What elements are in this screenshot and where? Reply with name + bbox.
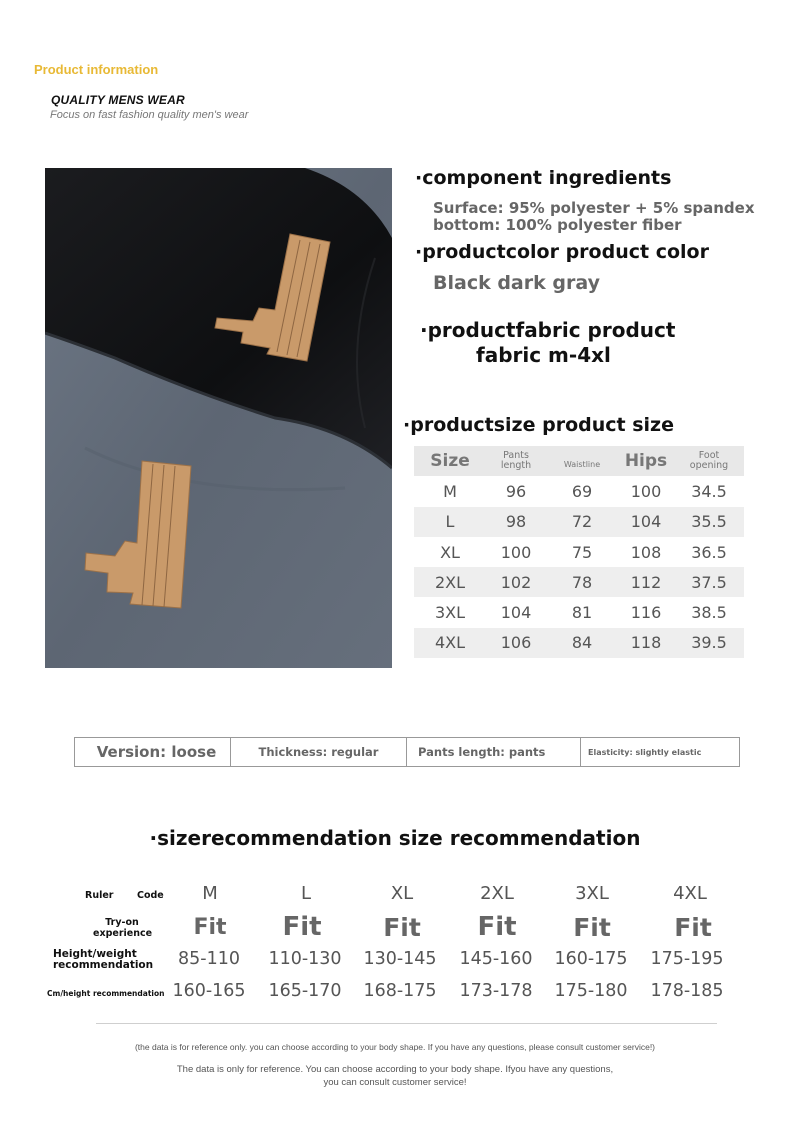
tryon-label: Try-on experience <box>93 917 153 939</box>
rec-weight: 160-175 <box>554 949 628 969</box>
fabric-line-1: ·productfabric product <box>420 318 676 342</box>
table-cell: 39.5 <box>674 628 744 658</box>
attr-thickness: Thickness: regular <box>231 738 407 766</box>
table-cell: 3XL <box>434 603 466 623</box>
note-main <box>0 1063 790 1089</box>
rec-weight: 130-145 <box>363 949 437 969</box>
rec-size: 2XL <box>480 883 514 904</box>
attr-elasticity: Elasticity: slightly elastic <box>588 747 702 757</box>
col-size-label: Size <box>430 451 470 472</box>
table-cell: 37.5 <box>674 567 744 597</box>
note-line-1: The data is only for reference. You can choose according to your body shape. Ifyou have any questions, <box>176 1064 614 1075</box>
rec-size: L <box>300 883 312 904</box>
rec-height: 173-178 <box>459 981 533 1001</box>
rec-height: 160-165 <box>172 981 246 1001</box>
table-cell: L <box>414 507 486 537</box>
table-cell: 69 <box>571 481 593 501</box>
table-cell: 36.5 <box>691 542 727 562</box>
note-line-2: you can consult customer service! <box>323 1077 467 1088</box>
table-cell: 118 <box>618 628 674 658</box>
table-cell: 116 <box>630 603 662 623</box>
components-heading: ·component ingredients <box>415 167 672 189</box>
rec-height: 168-175 <box>363 981 437 1001</box>
components-bottom: bottom: 100% polyester fiber <box>433 216 682 234</box>
table-row <box>414 507 744 537</box>
rec-weight: 175-195 <box>650 949 724 969</box>
table-cell: XL <box>440 542 460 562</box>
rec-weight: 85-110 <box>178 949 240 969</box>
rec-height: 175-180 <box>554 981 628 1001</box>
table-cell: 75 <box>571 542 593 562</box>
color-heading: ·productcolor product color <box>415 241 709 263</box>
color-value: Black dark gray <box>433 272 600 294</box>
rec-size: 3XL <box>575 883 609 904</box>
rec-height: 178-185 <box>650 981 724 1001</box>
recommendation-heading: ·sizerecommendation size recommendation <box>149 826 641 850</box>
table-cell: 112 <box>618 567 674 597</box>
divider <box>96 1023 717 1024</box>
size-table-header <box>414 446 744 476</box>
table-cell: 106 <box>486 628 546 658</box>
size-table <box>414 446 744 658</box>
note-small: (the data is for reference only. you can choose according to your body shape. If you have any questions, please consult customer service!) <box>134 1042 656 1052</box>
section-title: Product information <box>34 62 159 77</box>
col-hips <box>618 446 674 476</box>
table-cell: 4XL <box>414 628 486 658</box>
table-cell: 34.5 <box>691 481 727 501</box>
rec-weight: 110-130 <box>268 949 342 969</box>
cm-label: Cm/height recommendation <box>47 989 165 998</box>
table-cell: 72 <box>546 507 618 537</box>
table-row <box>414 567 744 597</box>
table-cell: 96 <box>505 481 527 501</box>
table-cell: 84 <box>546 628 618 658</box>
fabric-line-2: fabric m-4xl <box>476 343 611 367</box>
table-cell: 108 <box>630 542 662 562</box>
attr-version: Version: loose <box>75 738 231 766</box>
table-cell: M <box>443 481 457 501</box>
rec-fit: Fit <box>282 912 322 942</box>
components-surface: Surface: 95% polyester + 5% spandex <box>433 199 755 217</box>
attributes-box <box>74 737 740 767</box>
table-cell: 102 <box>486 567 546 597</box>
table-cell: 35.5 <box>674 507 744 537</box>
col-waistline-label: Waistline <box>563 459 601 469</box>
rec-fit: Fit <box>193 915 227 940</box>
table-row <box>414 476 744 506</box>
table-cell: 38.5 <box>691 603 727 623</box>
table-cell: 104 <box>500 603 532 623</box>
table-cell: 100 <box>630 481 662 501</box>
col-size <box>414 446 486 476</box>
rec-size: M <box>202 883 218 904</box>
table-cell: 100 <box>500 542 532 562</box>
code-label: Code <box>137 890 164 901</box>
fabric-heading <box>420 318 710 368</box>
table-cell: 81 <box>571 603 593 623</box>
rec-fit: Fit <box>383 913 421 942</box>
brand-name: QUALITY MENS WEAR <box>51 93 185 107</box>
rec-height: 165-170 <box>268 981 342 1001</box>
col-foot-opening <box>674 446 744 476</box>
table-row <box>414 628 744 658</box>
brand-tagline: Focus on fast fashion quality men's wear <box>50 109 249 121</box>
table-cell: 2XL <box>414 567 486 597</box>
rec-fit: Fit <box>573 913 611 942</box>
table-row <box>414 597 744 627</box>
ruler-label: Ruler <box>85 890 114 901</box>
col-pants-length-label: Pants length <box>500 450 532 472</box>
rec-size: 4XL <box>673 883 707 904</box>
product-photo <box>45 168 392 668</box>
table-row <box>414 537 744 567</box>
table-cell: 104 <box>618 507 674 537</box>
col-hips-label: Hips <box>624 451 668 472</box>
rec-size: XL <box>390 883 414 904</box>
table-cell: 98 <box>486 507 546 537</box>
col-waistline <box>546 446 618 476</box>
hw-label: Height/weight recommendation <box>53 948 154 971</box>
table-cell: 78 <box>546 567 618 597</box>
size-table-heading: ·productsize product size <box>403 414 674 436</box>
col-pants-length <box>486 446 546 476</box>
rec-weight: 145-160 <box>459 949 533 969</box>
attr-pants-length: Pants length: pants <box>407 738 581 766</box>
col-foot-opening-label: Foot opening <box>689 450 729 472</box>
rec-fit: Fit <box>674 913 712 942</box>
rec-fit: Fit <box>477 912 517 942</box>
